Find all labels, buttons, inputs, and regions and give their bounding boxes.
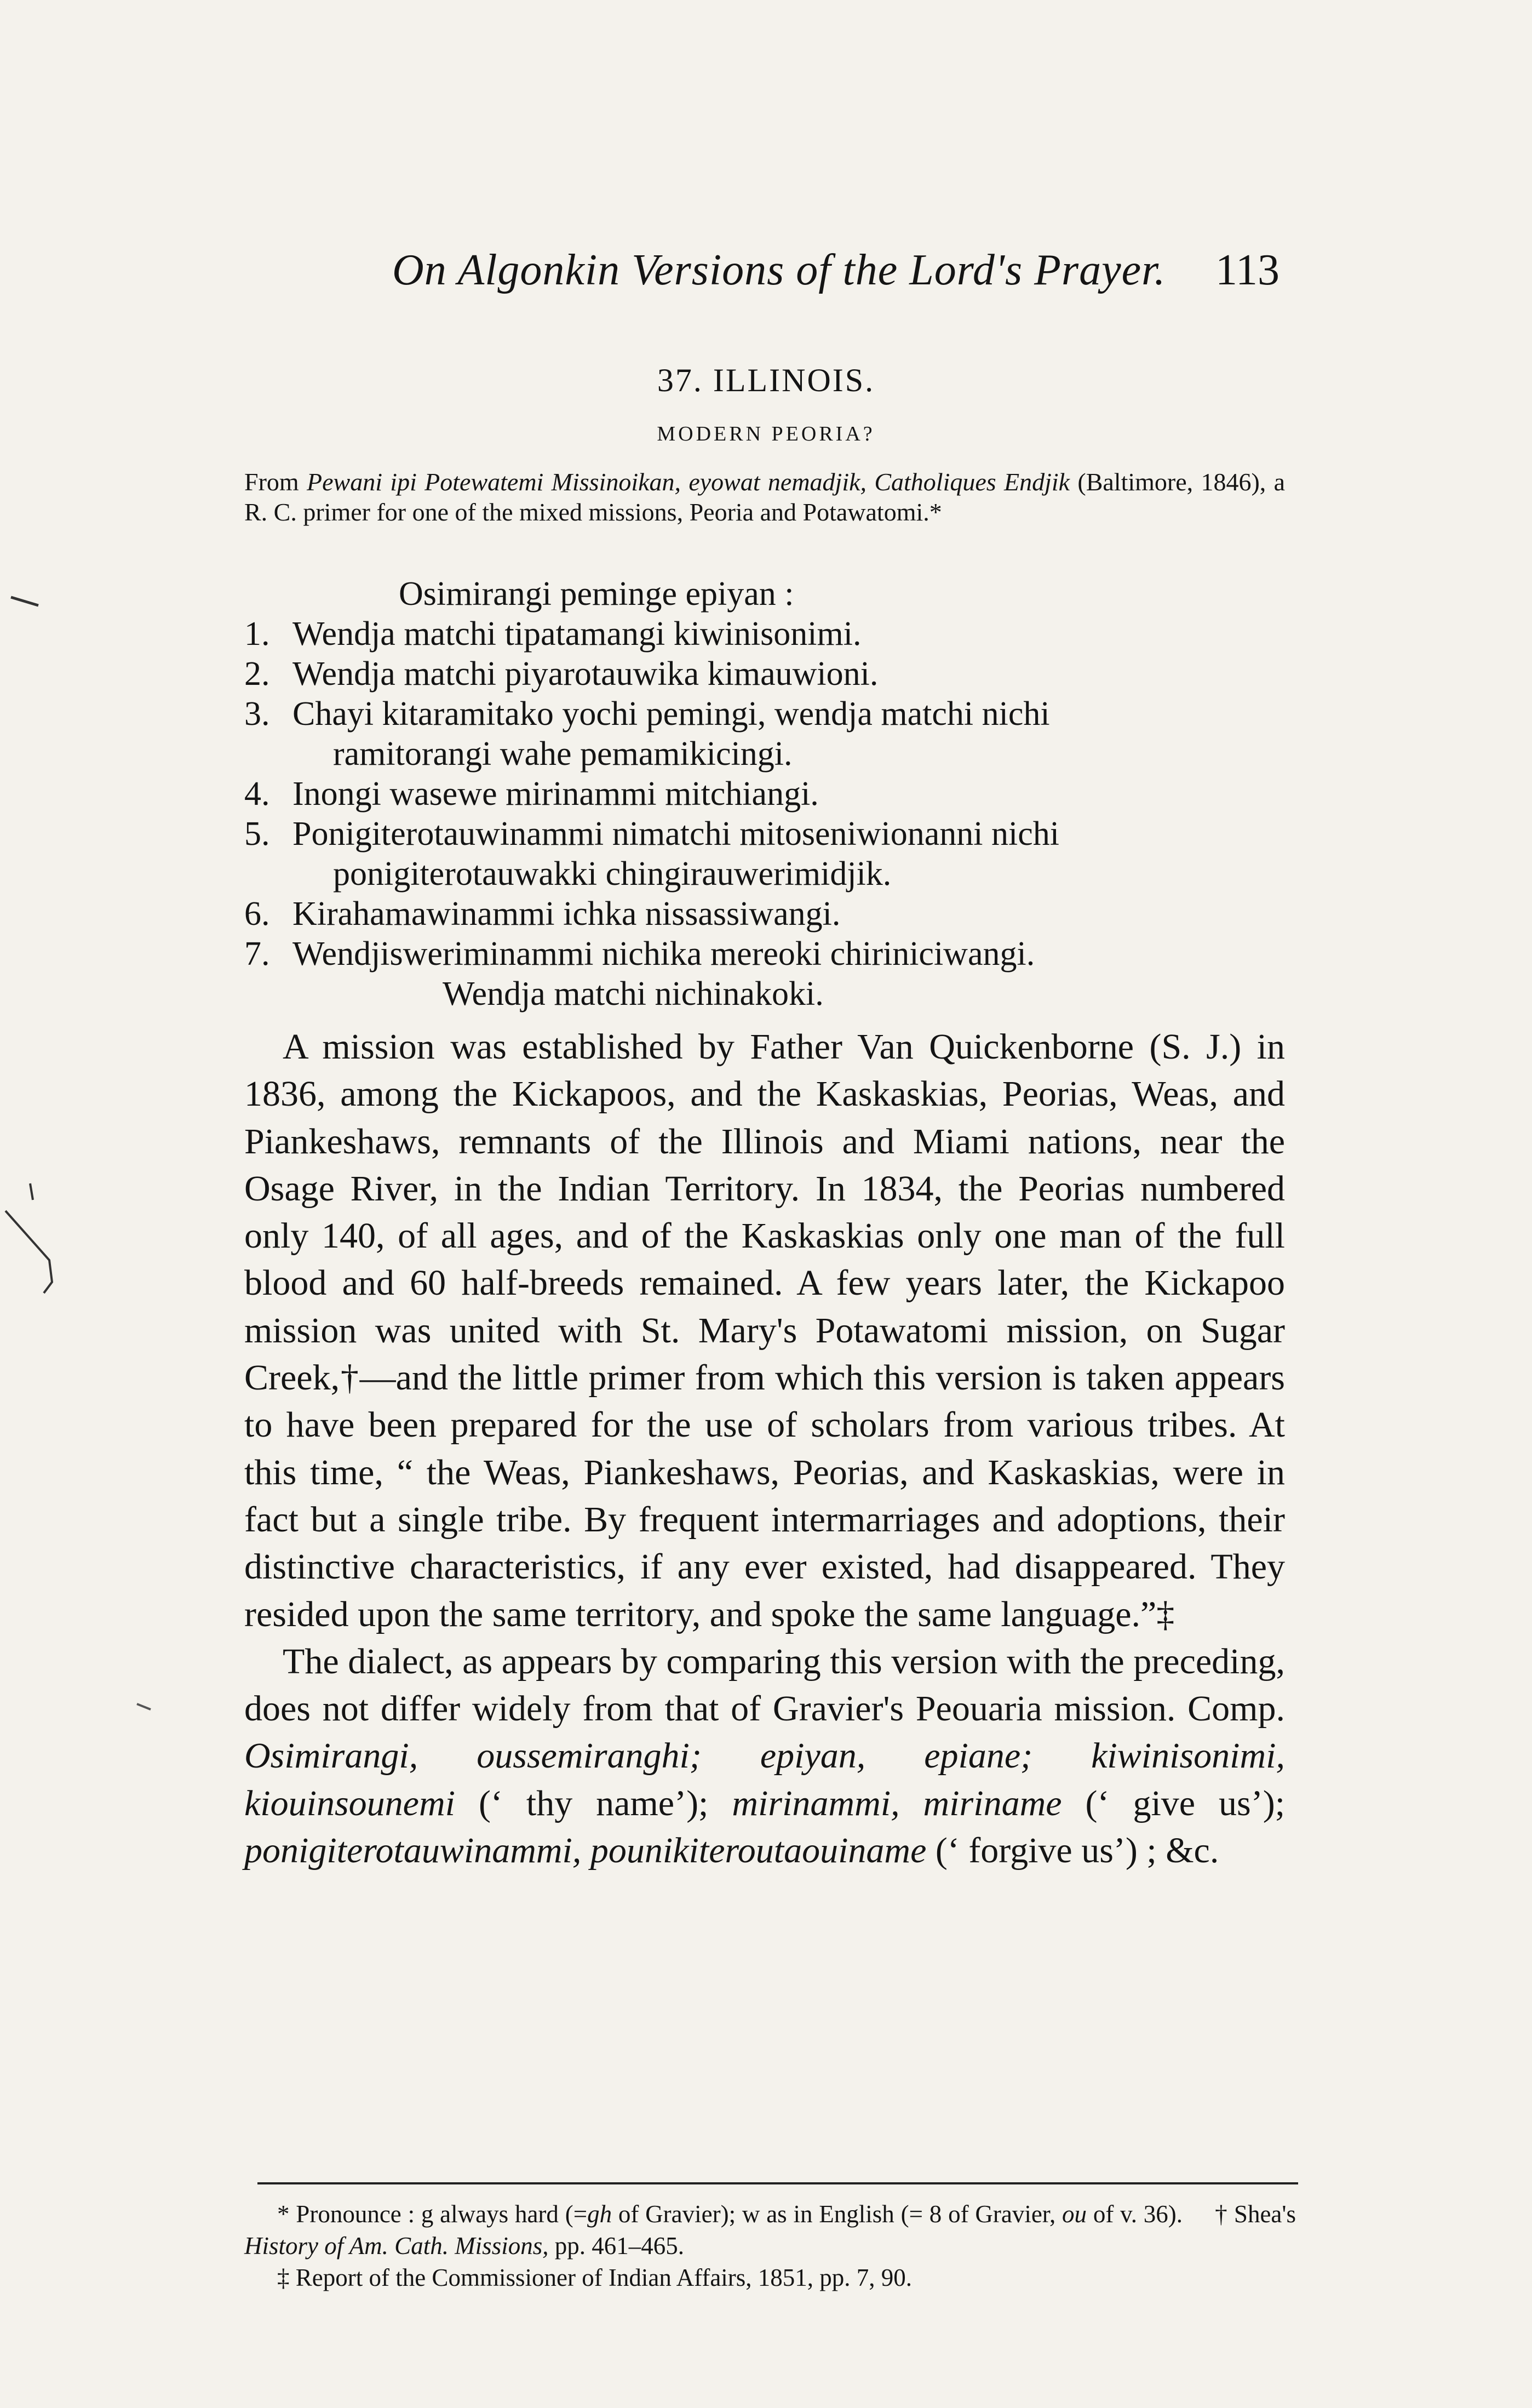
comparison-words: mirinammi, mirinamе [732, 1783, 1062, 1823]
prayer-line-text: ramitorangi wahe pemamikicingi. [333, 735, 793, 773]
source-details: (Baltimore, 1846), a R. C. primer for one of the mixed missions, Peoria and Potawatomi.* [244, 468, 1286, 526]
prayer-line-number: 2. [244, 655, 270, 693]
prayer-line-text: Chayi kitaramitako yochi pemingi, wendja matchi nichi [292, 695, 1050, 733]
gloss: (‘ give us’); [1085, 1783, 1286, 1823]
section-title: 37. ILLINOIS. [657, 362, 875, 398]
prayer-doxology: Wendja matchi nichinakoki. [443, 975, 824, 1013]
prayer-line-number: 5. [244, 815, 270, 853]
gloss: (‘ forgive us’) ; &c. [935, 1831, 1219, 1871]
prayer-line-text: Wendja matchi piyarotauwika kimauwioni. [292, 655, 879, 693]
prayer-line-text: Wendjisweriminammi nichika mereoki chiriniciwangi. [292, 935, 1035, 973]
footnotes [244, 2198, 1296, 2293]
prayer-line-text: Ponigiterotauwinammi nimatchi mitoseniwionanni nichi [292, 815, 1059, 853]
comparison-words: epiyan, epiane; [760, 1736, 1033, 1776]
source-from: From [244, 468, 299, 496]
footnote-italic: ou [1062, 2200, 1087, 2228]
prayer-line-text: Wendja matchi tipatamangi kiwinisonimi. [292, 615, 862, 653]
section-subtitle: MODERN PEORIA? [657, 422, 875, 445]
comparison-words: kiwinisonimi, kiouinsounemi [244, 1736, 1285, 1823]
prayer-line-text: ponigiterotauwakki chingirauwerimidjik. [333, 855, 892, 893]
footnote-text: † Shea's [1215, 2200, 1296, 2228]
gloss: (‘ thy name’); [478, 1783, 709, 1823]
page-number: 113 [1215, 246, 1279, 294]
footnote-text: * Pronounce : g always hard (= [277, 2200, 588, 2228]
footnote-text: of v. 36). [1093, 2200, 1183, 2228]
prayer-line-number: 6. [244, 895, 270, 933]
source-title: Pewani ipi Potewatemi Missinoikan, eyowat nemadjik, Catholiques Endjik [307, 468, 1070, 496]
margin-mark [137, 1704, 151, 1709]
footnote-italic: gh [587, 2200, 612, 2228]
footnote-text: pp. 461–465. [554, 2232, 684, 2260]
prayer-line-number: 1. [244, 615, 270, 653]
footnote-text: of Gravier); w as in English (= 8 of Gravier, [618, 2200, 1056, 2228]
prayer-line-text: Kirahamawinammi ichka nissassiwangi. [292, 895, 841, 933]
comparison-words: ponigiterotauwinammi, pounikiteroutaouinamе [244, 1831, 927, 1871]
footnote-italic: History of Am. Cath. Missions, [244, 2232, 549, 2260]
footnote-report: ‡ Report of the Commissioner of Indian Affairs, 1851, pp. 7, 90. [277, 2264, 913, 2291]
prayer-line-text: Inongi wasewe mirinammi mitchiangi. [292, 775, 819, 813]
prayer-line-number: 3. [244, 695, 270, 733]
margin-mark [5, 1183, 52, 1293]
running-title: On Algonkin Versions of the Lord's Prayer. [392, 246, 1166, 294]
footnote-pronounce [244, 2198, 1296, 2262]
comparison-words: Osimirangi, oussemiranghi; [244, 1736, 702, 1776]
prayer-line-number: 7. [244, 935, 270, 973]
prayer-title: Osimirangi peminge epiyan : [399, 575, 794, 613]
prayer-line-number: 4. [244, 775, 270, 813]
margin-mark [11, 597, 38, 605]
paragraph-mission-history: A mission was established by Father Van Quickenborne (S. J.) in 1836, among the Kickapoos, and the Kaskaskias, Peorias, Weas, and Piankeshaws, remnants of the Illinois and Miami nations, near the Osage River, in the Indian Territory. In 1834, the Peorias numbered only 140, of all ages, and of the Kaskaskias only one man of the full blood and 60 half-breeds remained. A few years later, the Kickapoo mission was united with St. Mary's Potawatomi mission, on Sugar Creek,†—and the little primer from which this version is taken appears to have been prepared for the use of scholars from various tribes. At this time, “ the Weas, Piankeshaws, Peorias, and Kaskaskias, were in fact but a single tribe. By frequent intermarriages and adoptions, their distinctive characteristics, if any ever existed, had disappeared. They resided upon the same territory, and spoke the same language.”‡ [244, 1027, 1285, 1634]
paragraph-text: The dialect, as appears by comparing this version with the preceding, does not differ widely from that of Gravier's Peouaria mission. Comp. [244, 1641, 1285, 1729]
